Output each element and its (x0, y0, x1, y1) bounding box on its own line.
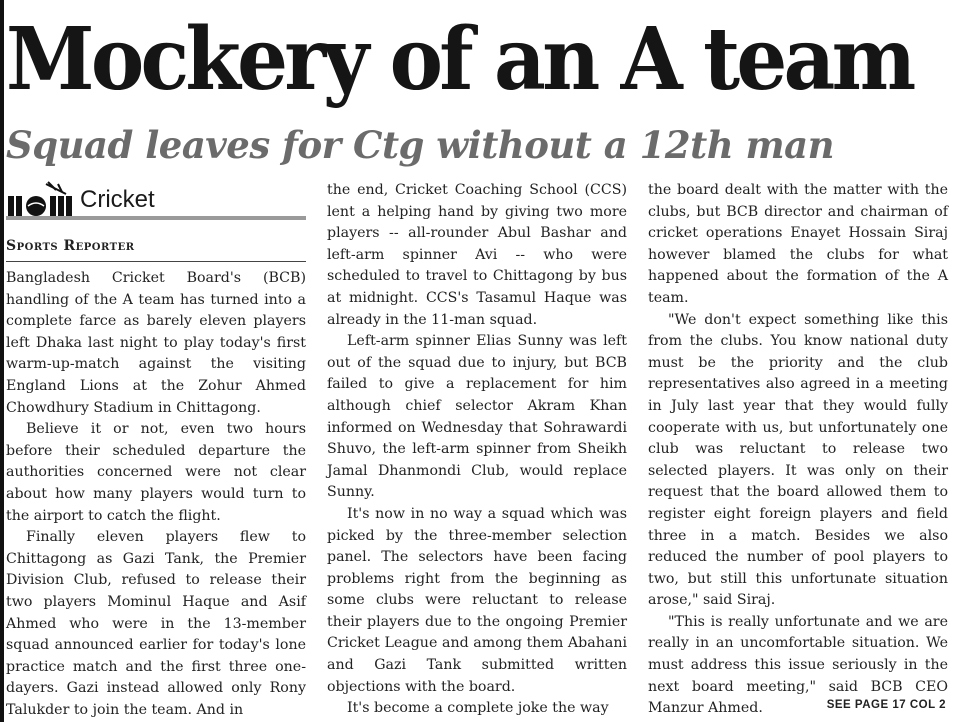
paragraph: Finally eleven players flew to Chittagong as Gazi Tank, the Premier Division Club, refused to release their two players Mominul Haque and Asif Ahmed who were in the 13-member squad announced earlier for today's lone practice match and the first three one-dayers. Gazi instead allowed only Rony Talukder to join the team. And in (6, 529, 306, 718)
paragraph: "We don't expect something like this from the clubs. You know national duty must be the priority and the club representatives also agreed in a meeting in July last year that they would fully cooperate with us, but unfortunately one club was reluctant to release two selected players. It was only on their request that the board allowed them to register eight foreign players and field three in a match. Besides we also reduced the number of pool players to two, but still this unfortunate situation arose," said Siraj. (648, 311, 948, 609)
subheadline: Squad leaves for Ctg without a 12th man (6, 123, 834, 167)
paragraph: the board dealt with the matter with the clubs, but BCB director and chairman of cricket operations Enayet Hossain Siraj however blamed the clubs for what happened about the formation of the A team. (648, 182, 948, 306)
paragraph: Believe it or not, even two hours before their scheduled departure the authorities concerned were not clear about how many players would turn to the airport to catch the flight. (6, 421, 306, 524)
paragraph: the end, Cricket Coaching School (CCS) lent a helping hand by giving two more players -- all-rounder Abul Bashar and left-arm spinner Avi -- who were scheduled to travel to Chittagong by bus at midnight. CCS's Tasamul Haque was already in the 11-man squad. (327, 182, 627, 328)
article-column-1 (6, 268, 306, 721)
paragraph: Bangladesh Cricket Board's (BCB) handling of the A team has turned into a complete farce as barely eleven players left Dhaka last night to play today's first warm-up-match against the visiting England Lions at the Zohur Ahmed Chowdhury Stadium in Chittagong. (6, 270, 306, 416)
article-column-2 (327, 180, 627, 720)
paragraph: It's become a complete joke the way (347, 700, 609, 717)
cricket-stumps-ball-icon (6, 180, 78, 220)
paragraph: Left-arm spinner Elias Sunny was left out of the squad due to injury, but BCB failed to give a replacement for him although chief selector Akram Khan informed on Wednesday that Sohrawardi Shuvo, the left-arm spinner from Sheikh Jamal Dhanmondi Club, would replace Sunny. (327, 333, 627, 501)
paragraph: "This is really unfortunate and we are really in an uncomfortable situation. We must address this issue seriously in the next board meeting," said BCB CEO Manzur Ahmed. (648, 613, 948, 717)
paragraph: It's now in no way a squad which was picked by the three-member selection panel. The selectors have been facing problems right from the beginning as some clubs were reluctant to release their players due to the ongoing Premier Cricket League and among them Abahani and Gazi Tank submitted written objections with the board. (327, 505, 627, 695)
section-rule (6, 216, 306, 220)
headline: Mockery of an A team (6, 9, 913, 110)
section-logo (6, 180, 306, 220)
left-column-rule (0, 0, 4, 722)
article-column-3 (648, 180, 948, 720)
continuation-jump: SEE PAGE 17 COL 2 (826, 699, 946, 711)
section-label: Cricket (80, 186, 155, 213)
byline-rule (6, 261, 306, 262)
byline: Sports Reporter (6, 238, 135, 254)
